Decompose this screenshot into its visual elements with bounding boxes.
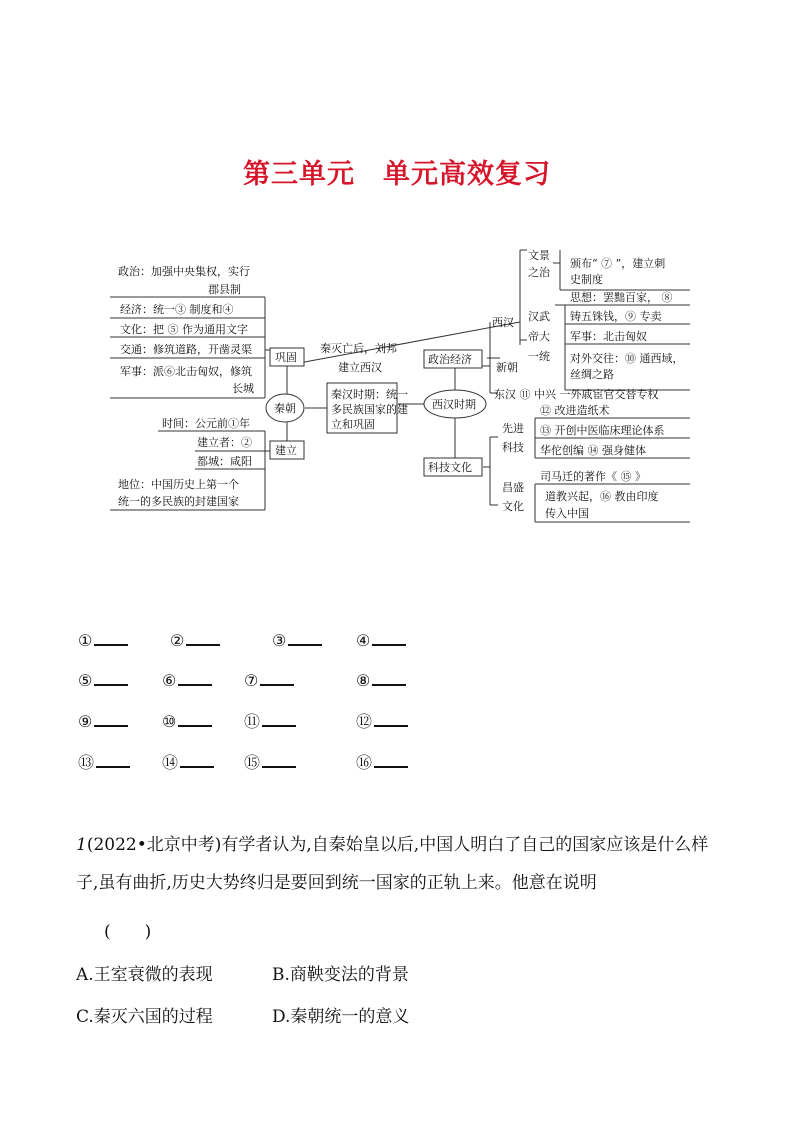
qin-transport: 交通：修筑道路，开凿灵渠 — [120, 343, 252, 356]
qin-capital: 都城：咸阳 — [197, 455, 252, 468]
politics-economy-label: 政治经济 — [428, 353, 472, 366]
blank-9[interactable]: ⑨ — [78, 709, 128, 731]
cult-taoism-cont: 传入中国 — [545, 507, 589, 520]
cult-sima: 司马迁的著作《 ⑮ 》 — [540, 470, 646, 483]
xinchao-label: 新朝 — [496, 361, 518, 374]
blank-6[interactable]: ⑥ — [162, 668, 212, 690]
blank-13[interactable]: ⑬ — [78, 750, 130, 773]
option-b[interactable]: B.商鞅变法的背景 — [272, 965, 409, 985]
blank-2[interactable]: ② — [170, 628, 220, 650]
option-a[interactable]: A.王室衰微的表现 — [76, 965, 213, 985]
hanwu-foreign: 对外交往：⑩ 通西域， — [570, 352, 684, 365]
qin-economy: 经济：统一③ 制度和④ — [120, 303, 234, 316]
blank-4[interactable]: ④ — [356, 628, 406, 650]
cult-line1: 昌盛 — [502, 481, 524, 494]
sci-culture-label: 科技文化 — [428, 461, 472, 474]
tech-paper: ⑫ 改进造纸术 — [540, 404, 610, 417]
qinhan-line2: 多民族国家的建 — [331, 403, 408, 416]
page-title: 第三单元 单元高效复习 — [243, 159, 551, 190]
qin-status: 地位：中国历史上第一个 — [118, 478, 239, 491]
question-text: (2022•北京中考)有学者认为,自秦始皇以后,中国人明白了自己的国家应该是什么样子,虽有曲折,历史大势终归是要回到统一国家的正轨上来。他意在说明 — [76, 835, 709, 893]
qin-founder: 建立者：② — [197, 436, 252, 449]
cult-taoism: 道教兴起，⑯ 教由印度 — [545, 490, 659, 503]
tech-huatuo: 华佗创编 ⑭ 强身健体 — [540, 444, 646, 457]
decree-line2: 史制度 — [570, 273, 603, 286]
hanwu-line1: 汉武 — [528, 310, 550, 323]
qin-status-cont: 统一的多民族的封建国家 — [118, 495, 239, 508]
knowledge-mindmap — [0, 0, 794, 540]
hanwu-foreign-cont: 丝绸之路 — [570, 368, 614, 381]
blank-3[interactable]: ③ — [272, 628, 322, 650]
option-c[interactable]: C.秦灭六国的过程 — [76, 1007, 213, 1027]
blank-1[interactable]: ① — [78, 628, 128, 650]
question-1 — [76, 826, 726, 902]
qin-time: 时间：公元前①年 — [162, 417, 250, 430]
decree-line1: 颁布“ ⑦ ”，建立刺 — [570, 257, 666, 270]
donghan-label: 东汉 ⑪ 中兴 一外戚宦官交替专权 — [494, 388, 659, 401]
tech-medicine: ⑬ 开创中医临床理论体系 — [540, 424, 665, 437]
blank-10[interactable]: ⑩ — [162, 709, 212, 731]
blank-11[interactable]: ⑪ — [244, 709, 296, 732]
tech-line1: 先进 — [502, 422, 524, 435]
establish-label: 建立 — [275, 444, 297, 457]
hanwu-line2: 帝大 — [528, 330, 550, 343]
qin-politics: 政治：加强中央集权，实行 — [118, 265, 250, 278]
blank-16[interactable]: ⑯ — [356, 750, 408, 773]
option-d[interactable]: D.秦朝统一的意义 — [272, 1007, 410, 1027]
qin-label: 秦朝 — [274, 402, 296, 415]
blank-5[interactable]: ⑤ — [78, 668, 128, 690]
qin-military: 军事：派⑥北击匈奴，修筑 — [120, 365, 252, 378]
hanwu-line3: 一统 — [528, 350, 550, 363]
hanwu-coin: 铸五铢钱，⑨ 专卖 — [570, 310, 662, 323]
question-number: 1 — [76, 835, 87, 855]
tech-line2: 科技 — [502, 441, 524, 454]
qin-politics-cont: 郡县制 — [208, 283, 241, 296]
fall-line2: 建立西汉 — [338, 361, 382, 374]
blank-8[interactable]: ⑧ — [356, 668, 406, 690]
fall-line1: 秦灭亡后，刘邦 — [320, 342, 397, 355]
blank-12[interactable]: ⑫ — [356, 709, 408, 732]
blank-7[interactable]: ⑦ — [244, 668, 294, 690]
blank-14[interactable]: ⑭ — [162, 750, 214, 773]
qin-military-cont: 长城 — [232, 382, 254, 395]
qin-culture: 文化：把 ⑤ 作为通用文字 — [120, 323, 248, 336]
xihan-period-label: 西汉时期 — [432, 398, 476, 411]
hanwu-thought: 思想：罢黜百家， ⑧ — [570, 291, 673, 304]
hanwu-army: 军事：北击匈奴 — [570, 330, 647, 343]
answer-paren: ( ) — [104, 922, 152, 942]
wenjing-line2: 之治 — [528, 266, 550, 279]
xihan-label: 西汉 — [492, 316, 514, 329]
qinhan-line1: 秦汉时期：统一 — [331, 388, 408, 401]
wenjing-line1: 文景 — [528, 249, 550, 262]
consolidate-label: 巩固 — [275, 351, 297, 364]
qinhan-line3: 立和巩固 — [331, 418, 375, 431]
cult-line2: 文化 — [502, 500, 524, 513]
blank-15[interactable]: ⑮ — [244, 750, 296, 773]
